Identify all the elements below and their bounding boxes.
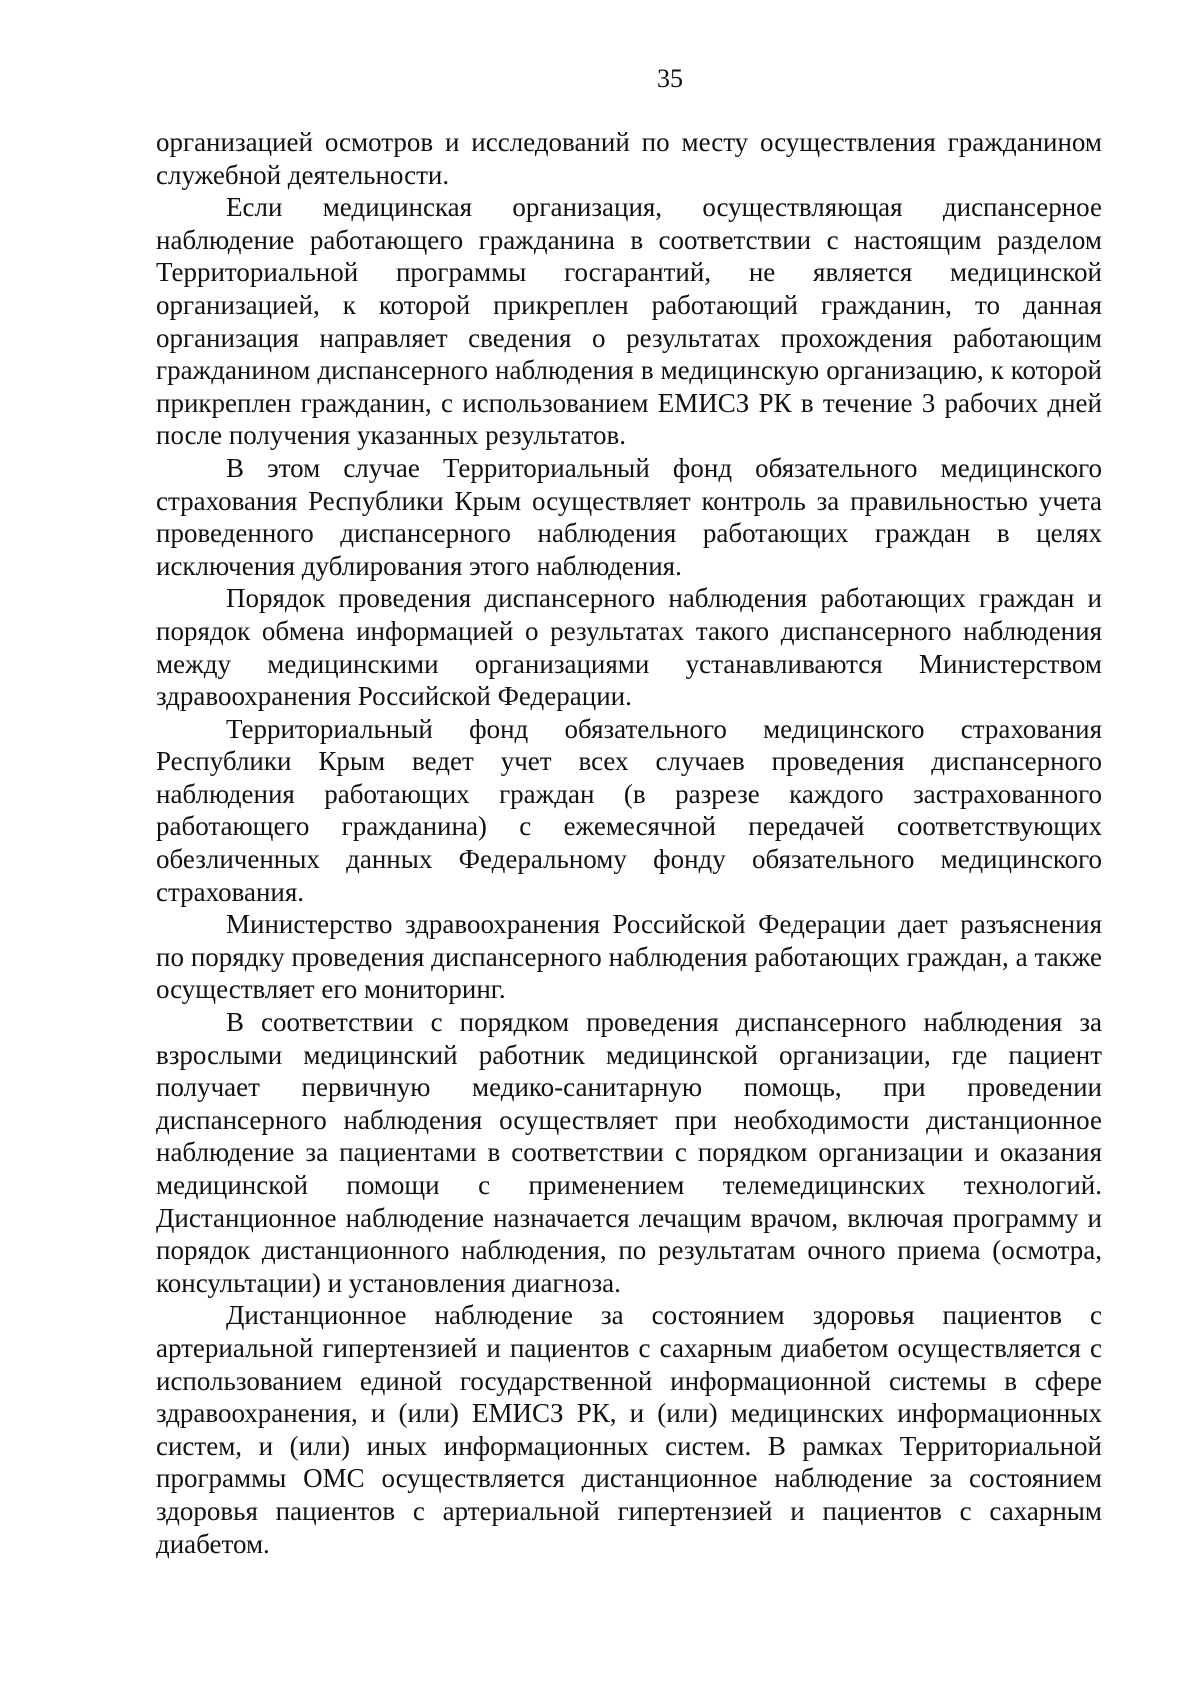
- paragraph: Если медицинская организация, осуществляющая диспансерное наблюдение работающего гражданина в соответствии с настоящим разделом Территориальной программы госгарантий, не является медицинской организацией, к которой прикреплен работающий гражданин, то данная организация направляет сведения о результатах прохождения работающим гражданином диспансерного наблюдения в медицинскую организацию, к которой прикреплен гражданин, с использованием ЕМИСЗ РК в течение 3 рабочих дней после получения указанных результатов.: [156, 192, 1102, 451]
- paragraph: Порядок проведения диспансерного наблюдения работающих граждан и порядок обмена информацией о результатах такого диспансерного наблюдения между медицинскими организациями устанавливаются Министерством здравоохранения Российской Федерации.: [156, 583, 1102, 712]
- paragraph: В соответствии с порядком проведения диспансерного наблюдения за взрослыми медицинский работник медицинской организации, где пациент получает первичную медико-санитарную помощь, при проведении диспансерного наблюдения осуществляет при необходимости дистанционное наблюдение за пациентами в соответствии с порядком организации и оказания медицинской помощи с применением телемедицинских технологий. Дистанционное наблюдение назначается лечащим врачом, включая программу и порядок дистанционного наблюдения, по результатам очного приема (осмотра, консультации) и установления диагноза.: [156, 1007, 1102, 1298]
- paragraph: Министерство здравоохранения Российской Федерации дает разъяснения по порядку проведения диспансерного наблюдения работающих граждан, а также осуществляет его мониторинг.: [156, 909, 1102, 1005]
- page-number: 35: [657, 64, 683, 93]
- paragraph: Территориальный фонд обязательного медицинского страхования Республики Крым ведет учет всех случаев проведения диспансерного наблюдения работающих граждан (в разрезе каждого застрахованного работающего гражданина) с ежемесячной передачей соответствующих обезличенных данных Федеральному фонду обязательного медицинского страхования.: [156, 713, 1102, 907]
- paragraph: В этом случае Территориальный фонд обязательного медицинского страхования Республики Крым осуществляет контроль за правильностью учета проведенного диспансерного наблюдения работающих граждан в целях исключения дублирования этого наблюдения.: [156, 452, 1102, 581]
- paragraph-continuation: организацией осмотров и исследований по месту осуществления гражданином служебной деятельности.: [156, 127, 1102, 190]
- document-body: [156, 126, 1102, 1560]
- paragraph: Дистанционное наблюдение за состоянием здоровья пациентов с артериальной гипертензией и пациентов с сахарным диабетом осуществляется с использованием единой государственной информационной системы в сфере здравоохранения, и (или) ЕМИСЗ РК, и (или) медицинских информационных систем, и (или) иных информационных систем. В рамках Территориальной программы ОМС осуществляется дистанционное наблюдение за состоянием здоровья пациентов с артериальной гипертензией и пациентов с сахарным диабетом.: [156, 1300, 1102, 1559]
